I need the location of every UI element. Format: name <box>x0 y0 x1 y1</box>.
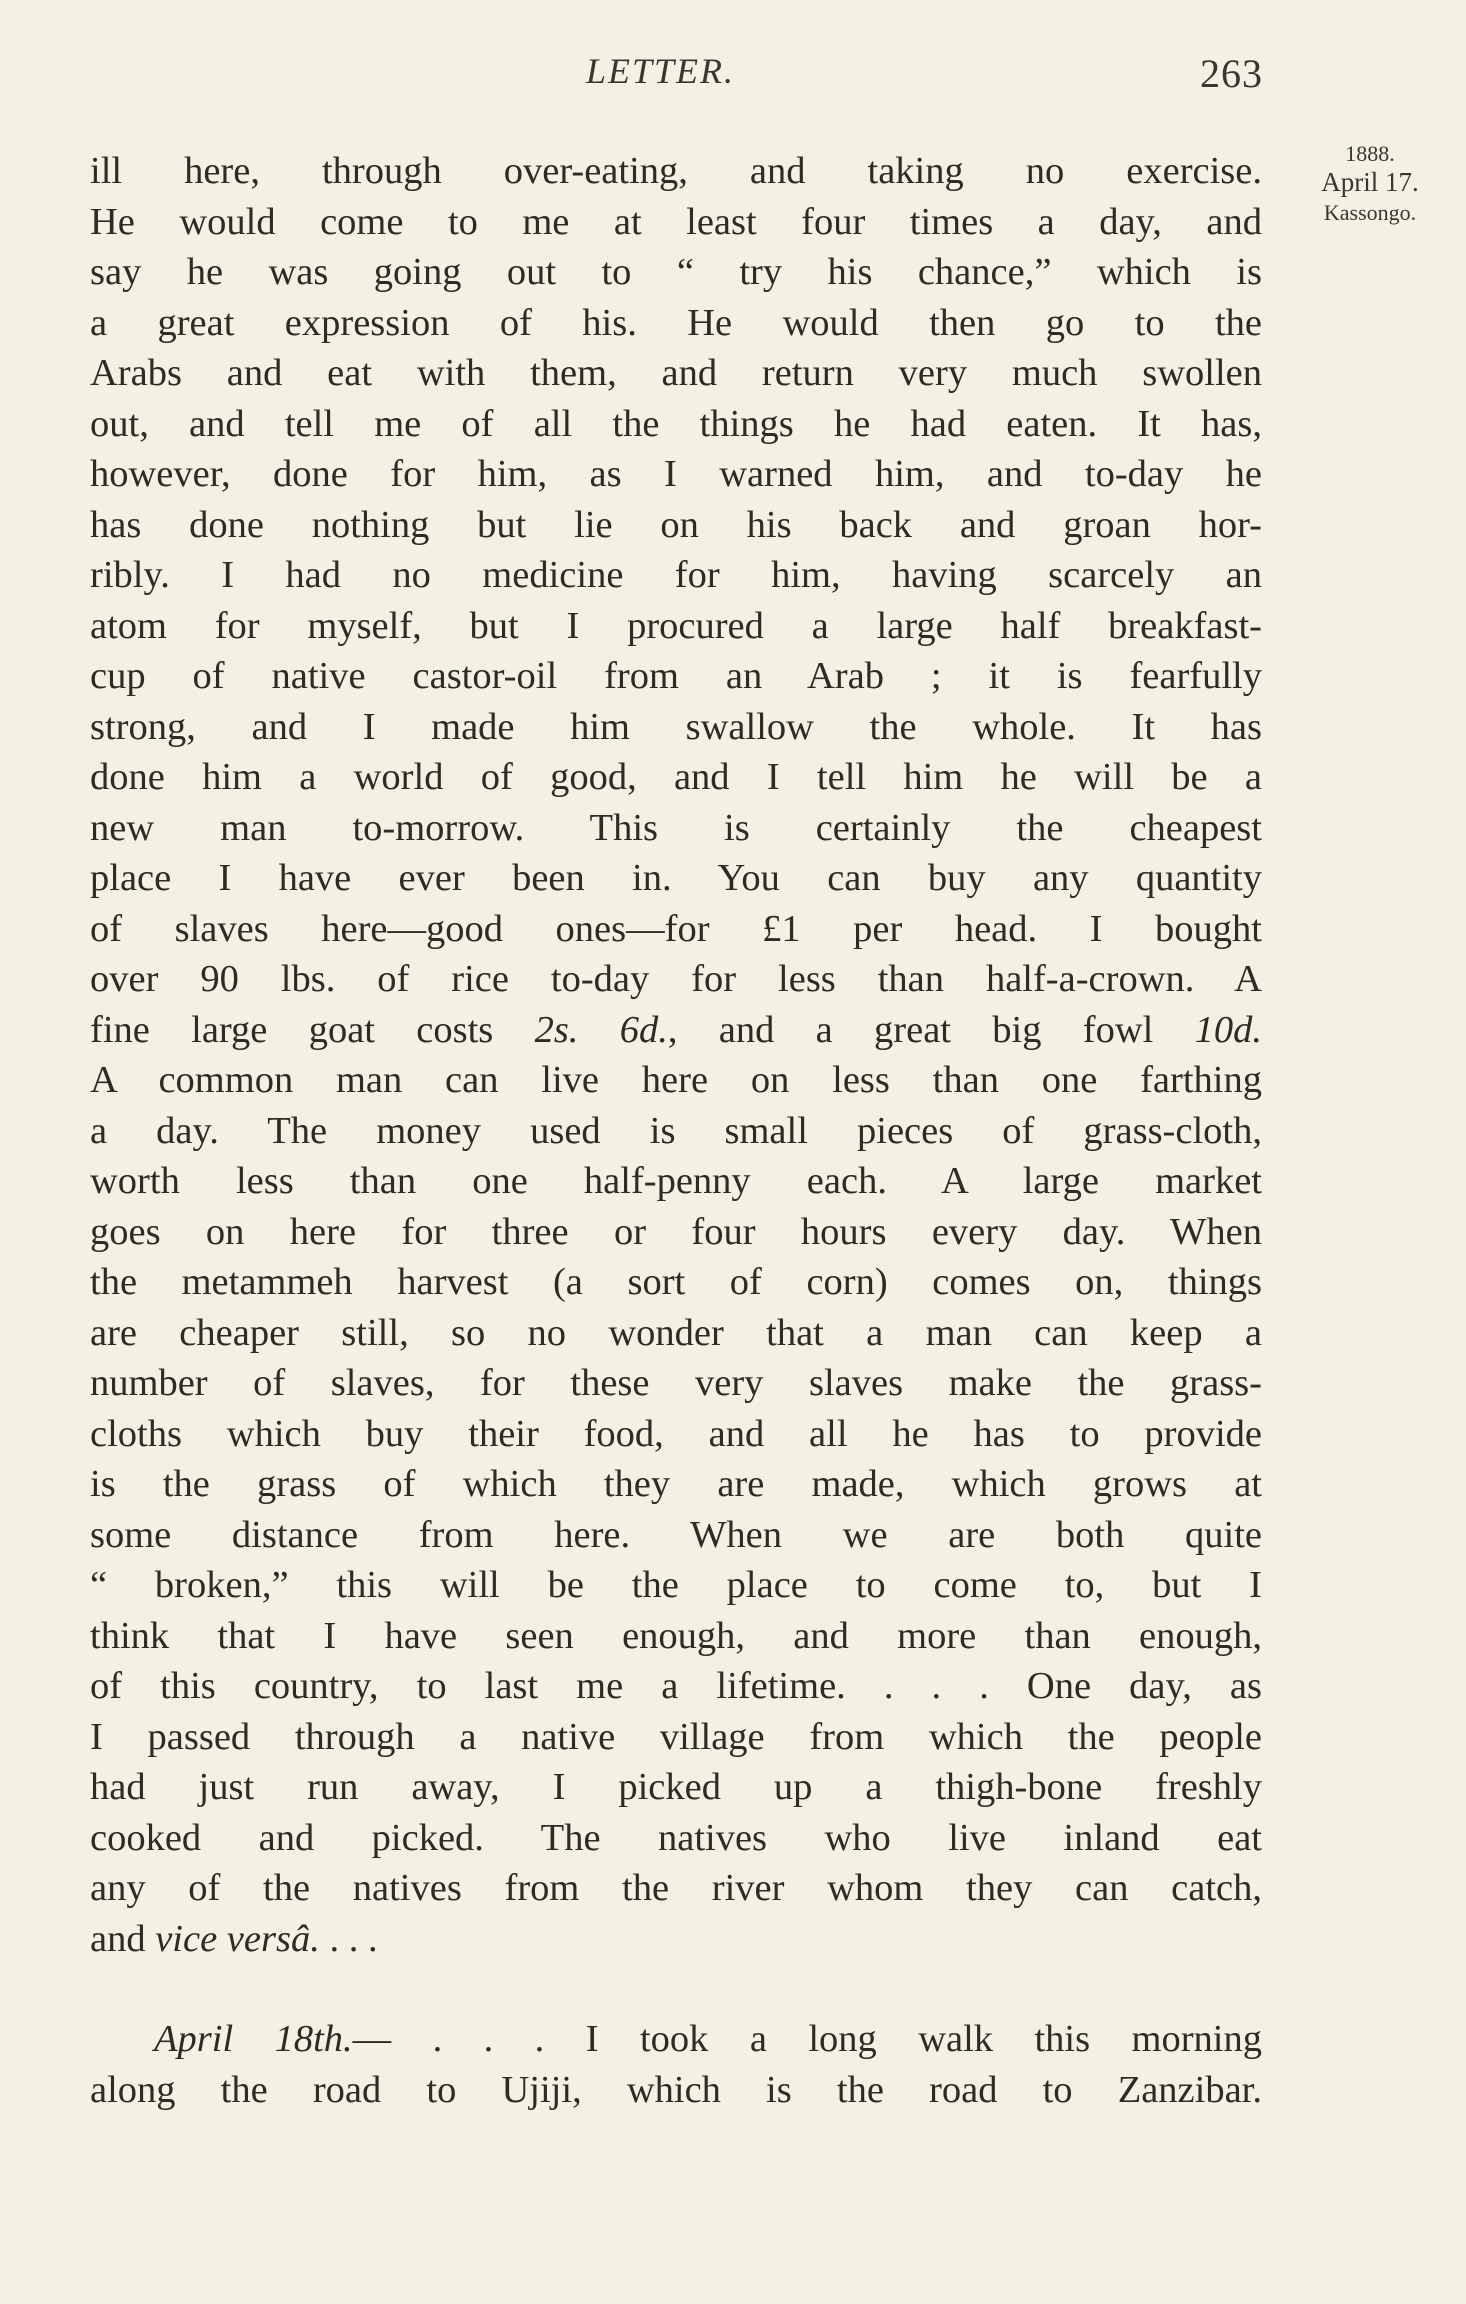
text-line: place I have ever been in. You can buy any quantity <box>90 857 1262 899</box>
body-text <box>90 146 1262 2115</box>
ellipsis: . . . <box>319 1917 378 1960</box>
text-line: think that I have seen enough, and more than enough, <box>90 1614 1262 1657</box>
text-line: cooked and picked. The natives who live inland eat <box>90 1816 1262 1859</box>
page-number: 263 <box>1200 51 1263 96</box>
text-line: say he was going out to “ try his chance,” which is <box>90 251 1262 293</box>
text-line: however, done for him, as I warned him, and to-day he <box>90 453 1262 495</box>
text-line: are cheaper still, so no wonder that a man can keep a <box>90 1311 1262 1354</box>
text-line: a great expression of his. He would then go to the <box>90 301 1262 344</box>
text-line: “ broken,” this will be the place to come to, but I <box>90 1564 1262 1606</box>
text-line: is the grass of which they are made, which grows at <box>90 1463 1262 1505</box>
entry-second-line: along the road to Ujiji, which is the road to Zanzibar. <box>90 2068 1262 2111</box>
text-line-vice-versa <box>90 1914 1262 1965</box>
entry-text: — . . . I took a long walk this morning <box>352 2018 1262 2060</box>
text-line: some distance from here. When we are both quite <box>90 1513 1262 1556</box>
text-line: atom for myself, but I procured a large half breakfast- <box>90 604 1262 647</box>
margin-year: 1888. <box>1345 141 1395 166</box>
text-line: the metammeh harvest (a sort of corn) comes on, things <box>90 1261 1262 1303</box>
text-line: of slaves here—good ones—for £1 per head. I bought <box>90 907 1262 950</box>
margin-place: Kassongo. <box>1323 200 1417 225</box>
text-line: strong, and I made him swallow the whole. It has <box>90 705 1262 748</box>
paragraph-spacer <box>90 1964 1262 2014</box>
text-line: out, and tell me of all the things he had eaten. It has, <box>90 402 1262 445</box>
text-line: worth less than one half-penny each. A large market <box>90 1160 1262 1202</box>
text-line: I passed through a native village from which the people <box>90 1715 1262 1758</box>
text-line: done him a world of good, and I tell him he will be a <box>90 756 1262 798</box>
text-line: goes on here for three or four hours every day. When <box>90 1210 1262 1253</box>
text-segment: fine large goat costs <box>90 1008 535 1051</box>
entry-date: April 18th. <box>154 2018 353 2060</box>
text-line: ill here, through over-eating, and taking no exercise. <box>90 150 1262 192</box>
text-line: has done nothing but lie on his back and groan hor- <box>90 503 1262 546</box>
vice-versa: vice versâ. <box>155 1917 320 1960</box>
margin-note <box>1300 142 1440 228</box>
text-line: cup of native castor-oil from an Arab ; it is fearfully <box>90 655 1262 697</box>
text-line: over 90 lbs. of rice to-day for less than half-a-crown. A <box>90 958 1262 1000</box>
text-line: Arabs and eat with them, and return very much swollen <box>90 352 1262 394</box>
text-line: any of the natives from the river whom they can catch, <box>90 1867 1262 1909</box>
entry-first-line <box>90 2014 1262 2065</box>
text-line: of this country, to last me a lifetime. . . . One day, as <box>90 1665 1262 1707</box>
margin-date: April 17. <box>1321 167 1419 197</box>
text-line: a day. The money used is small pieces of grass-cloth, <box>90 1109 1262 1152</box>
goat-price: 2s. 6d. <box>534 1008 668 1051</box>
text-line: ribly. I had no medicine for him, having scarcely an <box>90 554 1262 596</box>
text-line: number of slaves, for these very slaves make the grass- <box>90 1362 1262 1404</box>
fowl-price: 10d. <box>1194 1008 1262 1051</box>
running-head <box>0 50 1466 110</box>
text-line-goat-price <box>90 1005 1262 1056</box>
text-line: cloths which buy their food, and all he has to provide <box>90 1412 1262 1455</box>
text-line: had just run away, I picked up a thigh-bone freshly <box>90 1766 1262 1808</box>
running-title: LETTER. <box>586 51 736 91</box>
text-line: A common man can live here on less than one farthing <box>90 1059 1262 1101</box>
text-segment: and <box>90 1917 156 1960</box>
text-segment: , and a great big fowl <box>667 1008 1195 1051</box>
text-line: He would come to me at least four times a day, and <box>90 200 1262 243</box>
text-line: new man to-morrow. This is certainly the cheapest <box>90 806 1262 849</box>
